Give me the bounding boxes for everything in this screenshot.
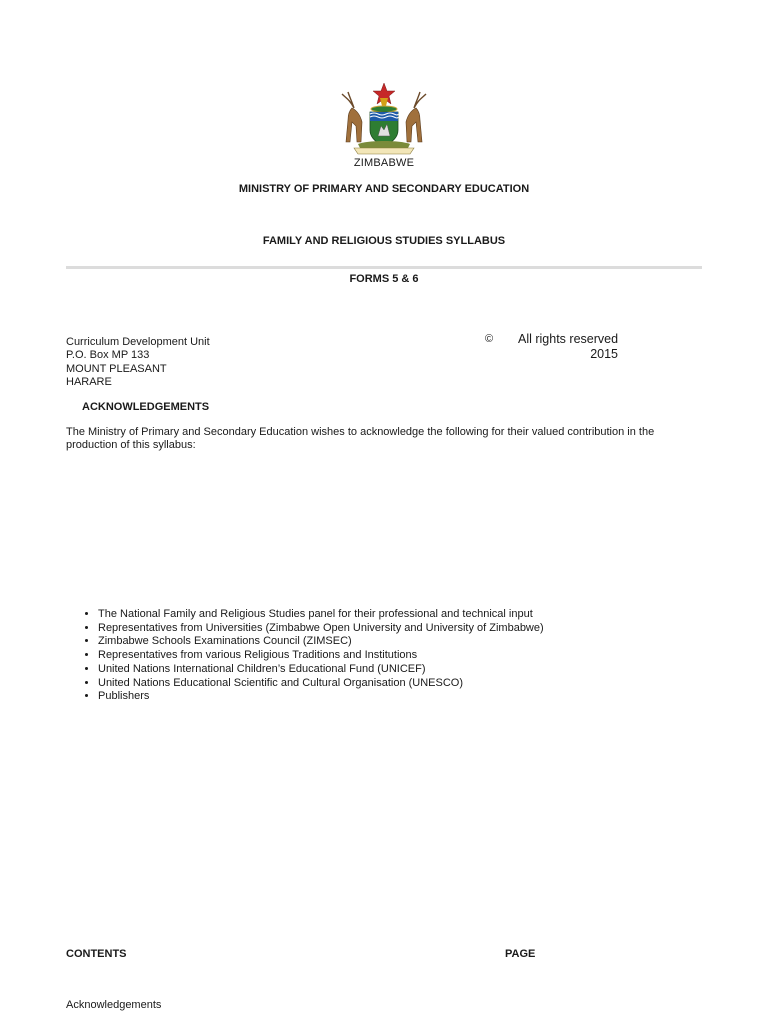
acknowledgements-heading: ACKNOWLEDGEMENTS: [82, 401, 210, 413]
address-block: [66, 336, 210, 389]
contributors-list: [66, 608, 544, 704]
acknowledgements-intro: The Ministry of Primary and Secondary Education wishes to acknowledge the following for their valued contribution in the production of this syllabus:: [66, 426, 655, 452]
contents-heading: CONTENTS: [66, 948, 127, 960]
country-name: ZIMBABWE: [353, 157, 415, 169]
list-item: • The National Family and Religious Studies panel for their professional and technical input: [98, 608, 544, 622]
zimbabwe-coat-of-arms-icon: [338, 80, 430, 156]
list-item: • Zimbabwe Schools Examinations Council (ZIMSEC): [98, 635, 544, 649]
list-item: • Representatives from Universities (Zimbabwe Open University and University of Zimbabwe): [98, 622, 544, 636]
list-item: • Publishers: [98, 690, 544, 704]
divider: [66, 266, 702, 269]
address-line: HARARE: [66, 375, 112, 388]
address-line: P.O. Box MP 133: [66, 349, 150, 362]
list-item: • Representatives from various Religious Traditions and Institutions: [98, 649, 544, 663]
ministry-title: MINISTRY OF PRIMARY AND SECONDARY EDUCATION: [238, 183, 530, 195]
copyright-year: 2015: [590, 347, 618, 361]
list-item: • United Nations International Children’s Educational Fund (UNICEF): [98, 663, 544, 677]
list-item: • United Nations Educational Scientific and Cultural Organisation (UNESCO): [98, 677, 544, 691]
rights-text: All rights reserved: [518, 332, 619, 346]
page-column-heading: PAGE: [505, 948, 536, 960]
toc-entry[interactable]: Acknowledgements: [66, 999, 162, 1011]
copyright-symbol: ©: [485, 333, 494, 345]
syllabus-title: FAMILY AND RELIGIOUS STUDIES SYLLABUS: [262, 235, 506, 247]
forms-label: FORMS 5 & 6: [349, 273, 419, 285]
address-line: Curriculum Development Unit: [66, 336, 210, 348]
address-line: MOUNT PLEASANT: [66, 362, 167, 375]
